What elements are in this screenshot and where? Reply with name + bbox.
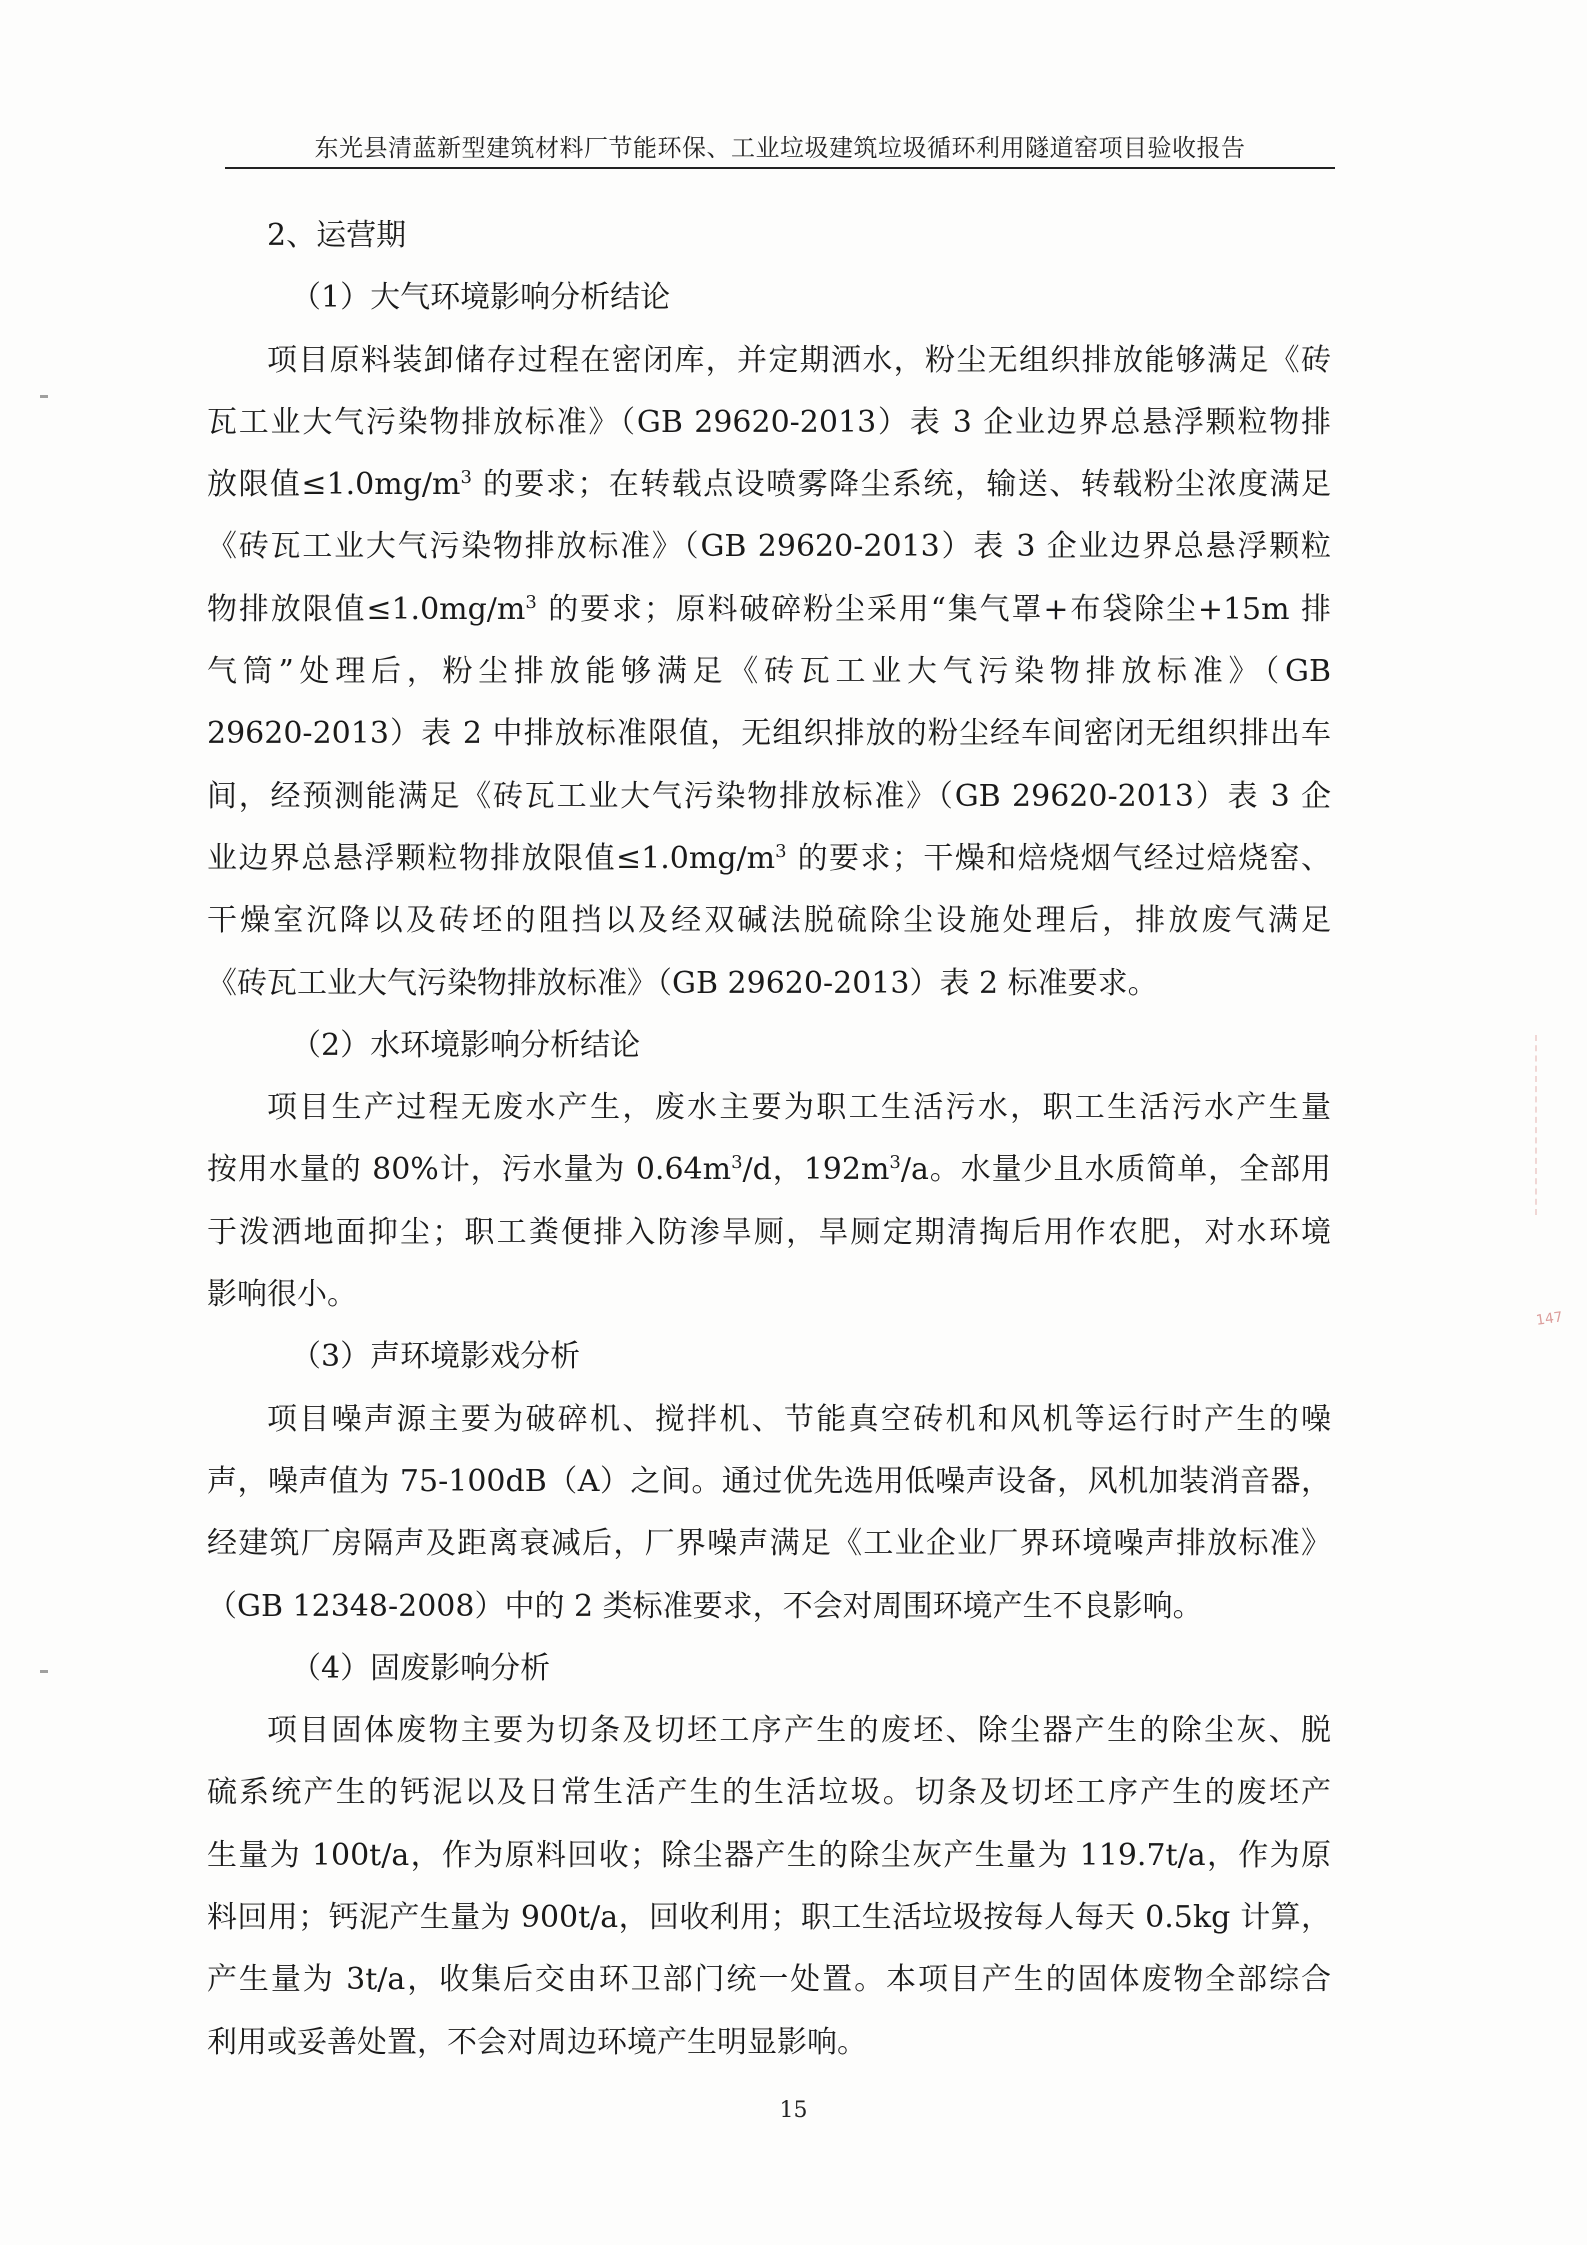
paragraph-line: 29620-2013）表 2 中排放标准限值，无组织排放的粉尘经车间密闭无组织排出车: [207, 716, 1331, 752]
paragraph-line: 物排放限值$\le 1.0mg/m^3$ 的要求；原料破碎粉尘采用“集气罩+布袋除尘+15m 排: [207, 591, 1331, 627]
paragraph-line: 项目生产过程无废水产生，废水主要为职工生活污水，职工生活污水产生量: [267, 1090, 1331, 1126]
noise-heading: （3）声环境影戏分析: [291, 1339, 581, 1375]
superscript: 3: [460, 467, 472, 489]
paragraph-line: 间，经预测能满足《砖瓦工业大气污染物排放标准》（GB 29620-2013）表 3 企: [207, 778, 1331, 814]
scan-artifact: [40, 1670, 48, 1673]
paragraph-line: 料回用；钙泥产生量为 900t/a，回收利用；职工生活垃圾按每人每天 0.5kg 计算，: [207, 1900, 1331, 1936]
paragraph-line: 影响很小。: [207, 1277, 357, 1313]
seal-edge-text: 147: [1535, 1309, 1564, 1329]
header-rule: [225, 167, 1335, 169]
paragraph-line: （GB 12348-2008）中的 2 类标准要求，不会对周围环境产生不良影响。: [207, 1588, 1203, 1624]
paragraph-line: 项目固体废物主要为切条及切坯工序产生的废坯、除尘器产生的除尘灰、脱: [267, 1713, 1331, 1749]
paragraph-line: 按用水量的 80%计，污水量为 $0.64m^3/d$，$192m^3/a$。水量少且水质简单，全部用: [207, 1152, 1331, 1188]
air-heading: （1）大气环境影响分析结论: [291, 280, 671, 316]
superscript: 3: [731, 1152, 743, 1174]
paragraph-line: 硫系统产生的钙泥以及日常生活产生的生活垃圾。切条及切坯工序产生的废坯产: [207, 1775, 1331, 1811]
page-number: 15: [779, 2098, 808, 2123]
section-title: 2、运营期: [267, 218, 407, 253]
superscript: 3: [889, 1152, 901, 1174]
water-heading: （2）水环境影响分析结论: [291, 1027, 641, 1063]
paragraph-line: 于泼洒地面抑尘；职工粪便排入防渗旱厕，旱厕定期清掏后用作农肥，对水环境: [207, 1214, 1331, 1250]
seal-edge-mark: [1535, 1035, 1577, 1215]
paragraph-line: 生量为 100t/a，作为原料回收；除尘器产生的除尘灰产生量为 119.7t/a，作为原: [207, 1837, 1331, 1873]
paragraph-line: 瓦工业大气污染物排放标准》（GB 29620-2013）表 3 企业边界总悬浮颗粒物排: [207, 404, 1331, 440]
paragraph-line: 项目噪声源主要为破碎机、搅拌机、节能真空砖机和风机等运行时产生的噪: [267, 1401, 1331, 1437]
paragraph-line: 利用或妥善处置，不会对周边环境产生明显影响。: [207, 2024, 867, 2060]
paragraph-line: 放限值$\le 1.0mg/m^3$ 的要求；在转载点设喷雾降尘系统，输送、转载粉尘浓度满足: [207, 467, 1331, 503]
paragraph-line: 气筒”处理后，粉尘排放能够满足《砖瓦工业大气污染物排放标准》（GB: [207, 654, 1331, 690]
paragraph-line: 产生量为 3t/a，收集后交由环卫部门统一处置。本项目产生的固体废物全部综合: [207, 1962, 1331, 1998]
paragraph-line: 声，噪声值为 75-100dB（A）之间。通过优先选用低噪声设备，风机加装消音器，: [207, 1463, 1331, 1499]
document-body: [207, 205, 1331, 2074]
superscript: 3: [775, 840, 787, 862]
paragraph-line: 经建筑厂房隔声及距离衰减后，厂界噪声满足《工业企业厂界环境噪声排放标准》: [207, 1526, 1331, 1562]
scan-artifact: [40, 395, 48, 398]
running-header: 东光县清蓝新型建筑材料厂节能环保、工业垃圾建筑垃圾循环利用隧道窑项目验收报告: [314, 134, 1246, 162]
paragraph-line: 干燥室沉降以及砖坯的阻挡以及经双碱法脱硫除尘设施处理后，排放废气满足: [207, 903, 1331, 939]
solid-waste-heading: （4）固废影响分析: [291, 1650, 551, 1686]
paragraph-line: 《砖瓦工业大气污染物排放标准》（GB 29620-2013）表 2 标准要求。: [207, 965, 1158, 1001]
superscript: 3: [525, 591, 537, 613]
paragraph-line: 《砖瓦工业大气污染物排放标准》（GB 29620-2013）表 3 企业边界总悬浮颗粒: [207, 529, 1331, 565]
paragraph-line: 项目原料装卸储存过程在密闭库，并定期洒水，粉尘无组织排放能够满足《砖: [267, 342, 1331, 378]
paragraph-line: 业边界总悬浮颗粒物排放限值$\le 1.0mg/m^3$ 的要求；干燥和焙烧烟气经过焙烧窑、: [207, 840, 1331, 876]
